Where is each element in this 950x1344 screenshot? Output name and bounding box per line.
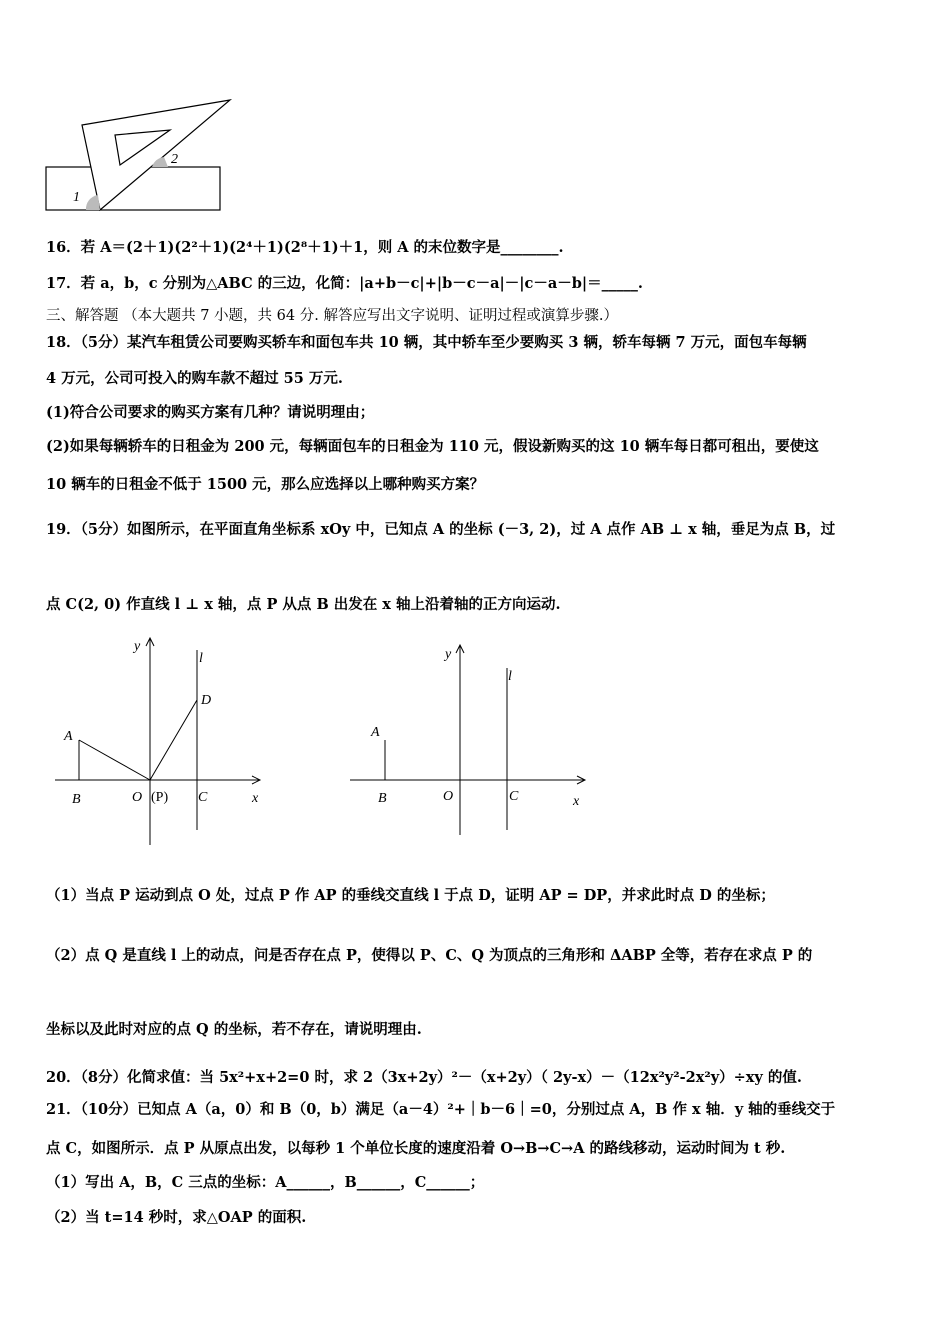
- question-16: 16．若 A＝(2＋1)(2²＋1)(2⁴＋1)(2⁸＋1)＋1，则 A 的末位数字是________.: [46, 239, 564, 256]
- point-c-label: C: [198, 790, 208, 805]
- point-b-label: B: [378, 791, 387, 806]
- y-axis-label: y: [134, 639, 141, 654]
- q19-line1: 19．（5分）如图所示，在平面直角坐标系 xOy 中，已知点 A 的坐标 (－3, 2)，过 A 点作 AB ⊥ x 轴，垂足为点 B，过: [46, 521, 836, 538]
- q19-line2: 点 C(2, 0) 作直线 l ⊥ x 轴，点 P 从点 B 出发在 x 轴上沿着轴的正方向运动.: [46, 596, 561, 613]
- q21-line1: 21．（10分）已知点 A（a，0）和 B（0，b）满足（a－4）²+｜b－6｜=0，分别过点 A，B 作 x 轴．y 轴的垂线交于: [46, 1101, 836, 1118]
- q18-part2a: (2)如果每辆轿车的日租金为 200 元，每辆面包车的日租金为 110 元，假设新购买的这 10 辆车每日都可租出，要使这: [46, 438, 819, 455]
- q18-part1: (1)符合公司要求的购买方案有几种？请说明理由；: [46, 404, 375, 421]
- question-20: 20．（8分）化简求值：当 5x²+x+2=0 时，求 2（3x+2y）²－（x+2y）（ 2y-x）－（12x²y²-2x²y）÷xy 的值.: [46, 1069, 802, 1086]
- point-o-label: O: [132, 790, 143, 805]
- angle-2-label: 2: [171, 152, 178, 167]
- x-axis-label: x: [573, 794, 580, 809]
- point-p-label: (P): [151, 790, 169, 805]
- q19-part1: （1）当点 P 运动到点 O 处，过点 P 作 AP 的垂线交直线 l 于点 D，证明 AP = DP，并求此时点 D 的坐标；: [46, 887, 775, 904]
- line-l-label: l: [199, 651, 203, 666]
- point-b-label: B: [72, 792, 81, 807]
- figure-1: [50, 630, 270, 850]
- q21-part2: （2）当 t=14 秒时，求△OAP 的面积.: [46, 1209, 307, 1226]
- q19-part2b: 坐标以及此时对应的点 Q 的坐标，若不存在，请说明理由.: [46, 1021, 422, 1038]
- figure-2: [345, 640, 595, 840]
- q18-line2: 4 万元，公司可投入的购车款不超过 55 万元.: [46, 370, 343, 387]
- q21-part1: （1）写出 A，B，C 三点的坐标：A______，B______，C______；: [46, 1174, 485, 1191]
- section-heading: 三、解答题 （本大题共 7 小题，共 64 分. 解答应写出文字说明、证明过程或演算步骤.）: [46, 308, 619, 324]
- q21-line2: 点 C，如图所示．点 P 从原点出发，以每秒 1 个单位长度的速度沿着 O→B→C→A 的路线移动，运动时间为 t 秒.: [46, 1140, 786, 1157]
- x-axis-label: x: [252, 791, 259, 806]
- q18-line1: 18．（5分）某汽车租赁公司要购买轿车和面包车共 10 辆，其中轿车至少要购买 3 辆，轿车每辆 7 万元，面包车每辆: [46, 334, 807, 351]
- line-l-label: l: [508, 669, 512, 684]
- point-a-label: A: [64, 729, 73, 744]
- point-o-label: O: [443, 789, 454, 804]
- point-d-label: D: [201, 693, 212, 708]
- point-a-label: A: [371, 725, 380, 740]
- q18-part2b: 10 辆车的日租金不低于 1500 元，那么应选择以上哪种购买方案？: [46, 476, 485, 493]
- ruler-figure: [40, 95, 240, 215]
- y-axis-label: y: [445, 647, 452, 662]
- q19-part2a: （2）点 Q 是直线 l 上的动点，问是否存在点 P，使得以 P、C、Q 为顶点的三角形和 ΔABP 全等，若存在求点 P 的: [46, 947, 813, 964]
- angle-1-label: 1: [73, 190, 80, 205]
- question-17: 17．若 a，b，c 分别为△ABC 的三边，化简：|a+b－c|+|b－c－a|－|c－a－b|＝_____.: [46, 275, 643, 292]
- point-c-label: C: [509, 789, 519, 804]
